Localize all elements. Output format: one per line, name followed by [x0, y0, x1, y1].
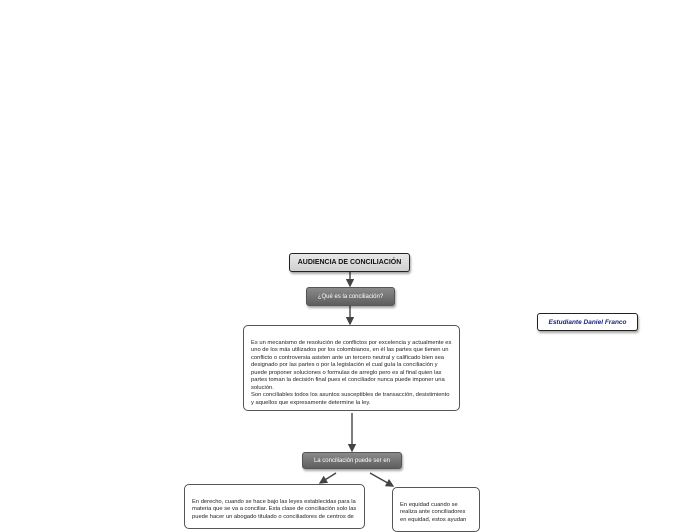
definition-node[interactable]: [243, 325, 460, 411]
types-node[interactable]: [302, 452, 402, 469]
equity-conciliation-node[interactable]: [392, 487, 480, 532]
law-conciliation-text: En derecho, cuando se hace bajo las leyes establecidas para la materia que se va a conciliar. Esta clase de conciliación solo las puede hacer un abogado titulado o conciliadores de centros de: [192, 498, 357, 520]
equity-conciliation-text: En equidad cuando se realiza ante conciliadores en equidad, estos ayudan: [400, 501, 467, 523]
connector-types-law: [320, 473, 336, 483]
question-node[interactable]: [306, 287, 395, 306]
types-label: La conciliación puede ser en: [313, 457, 391, 464]
central-topic-label: AUDIENCIA DE CONCILIACIÓN: [297, 259, 402, 266]
law-conciliation-node[interactable]: [184, 484, 365, 529]
student-label: Estudiante Daniel Franco: [548, 318, 627, 326]
definition-text: Es un mecanismo de resolución de conflictos por excelencia y actualmente es uno de los más utilizados por los colombianos, en él las partes que tienen un conflicto o controversia asisten ante un tercero neutral y calificado bien sea designado por las partes o por la legislación el cual guía la conciliación y puede proponer soluciones o formulas de arreglo pero es al final quien las partes toman la decisión final pues el conciliador nunca puede imponer una solución. Son conciliables todos los asuntos susceptibles de transacción, desistimiento y aquellos que expresamente determine la ley.: [251, 339, 452, 406]
question-label: ¿Qué es la conciliación?: [317, 293, 384, 300]
connector-types-equity: [370, 473, 393, 486]
central-topic-node[interactable]: [289, 253, 410, 272]
student-node[interactable]: [537, 313, 638, 331]
